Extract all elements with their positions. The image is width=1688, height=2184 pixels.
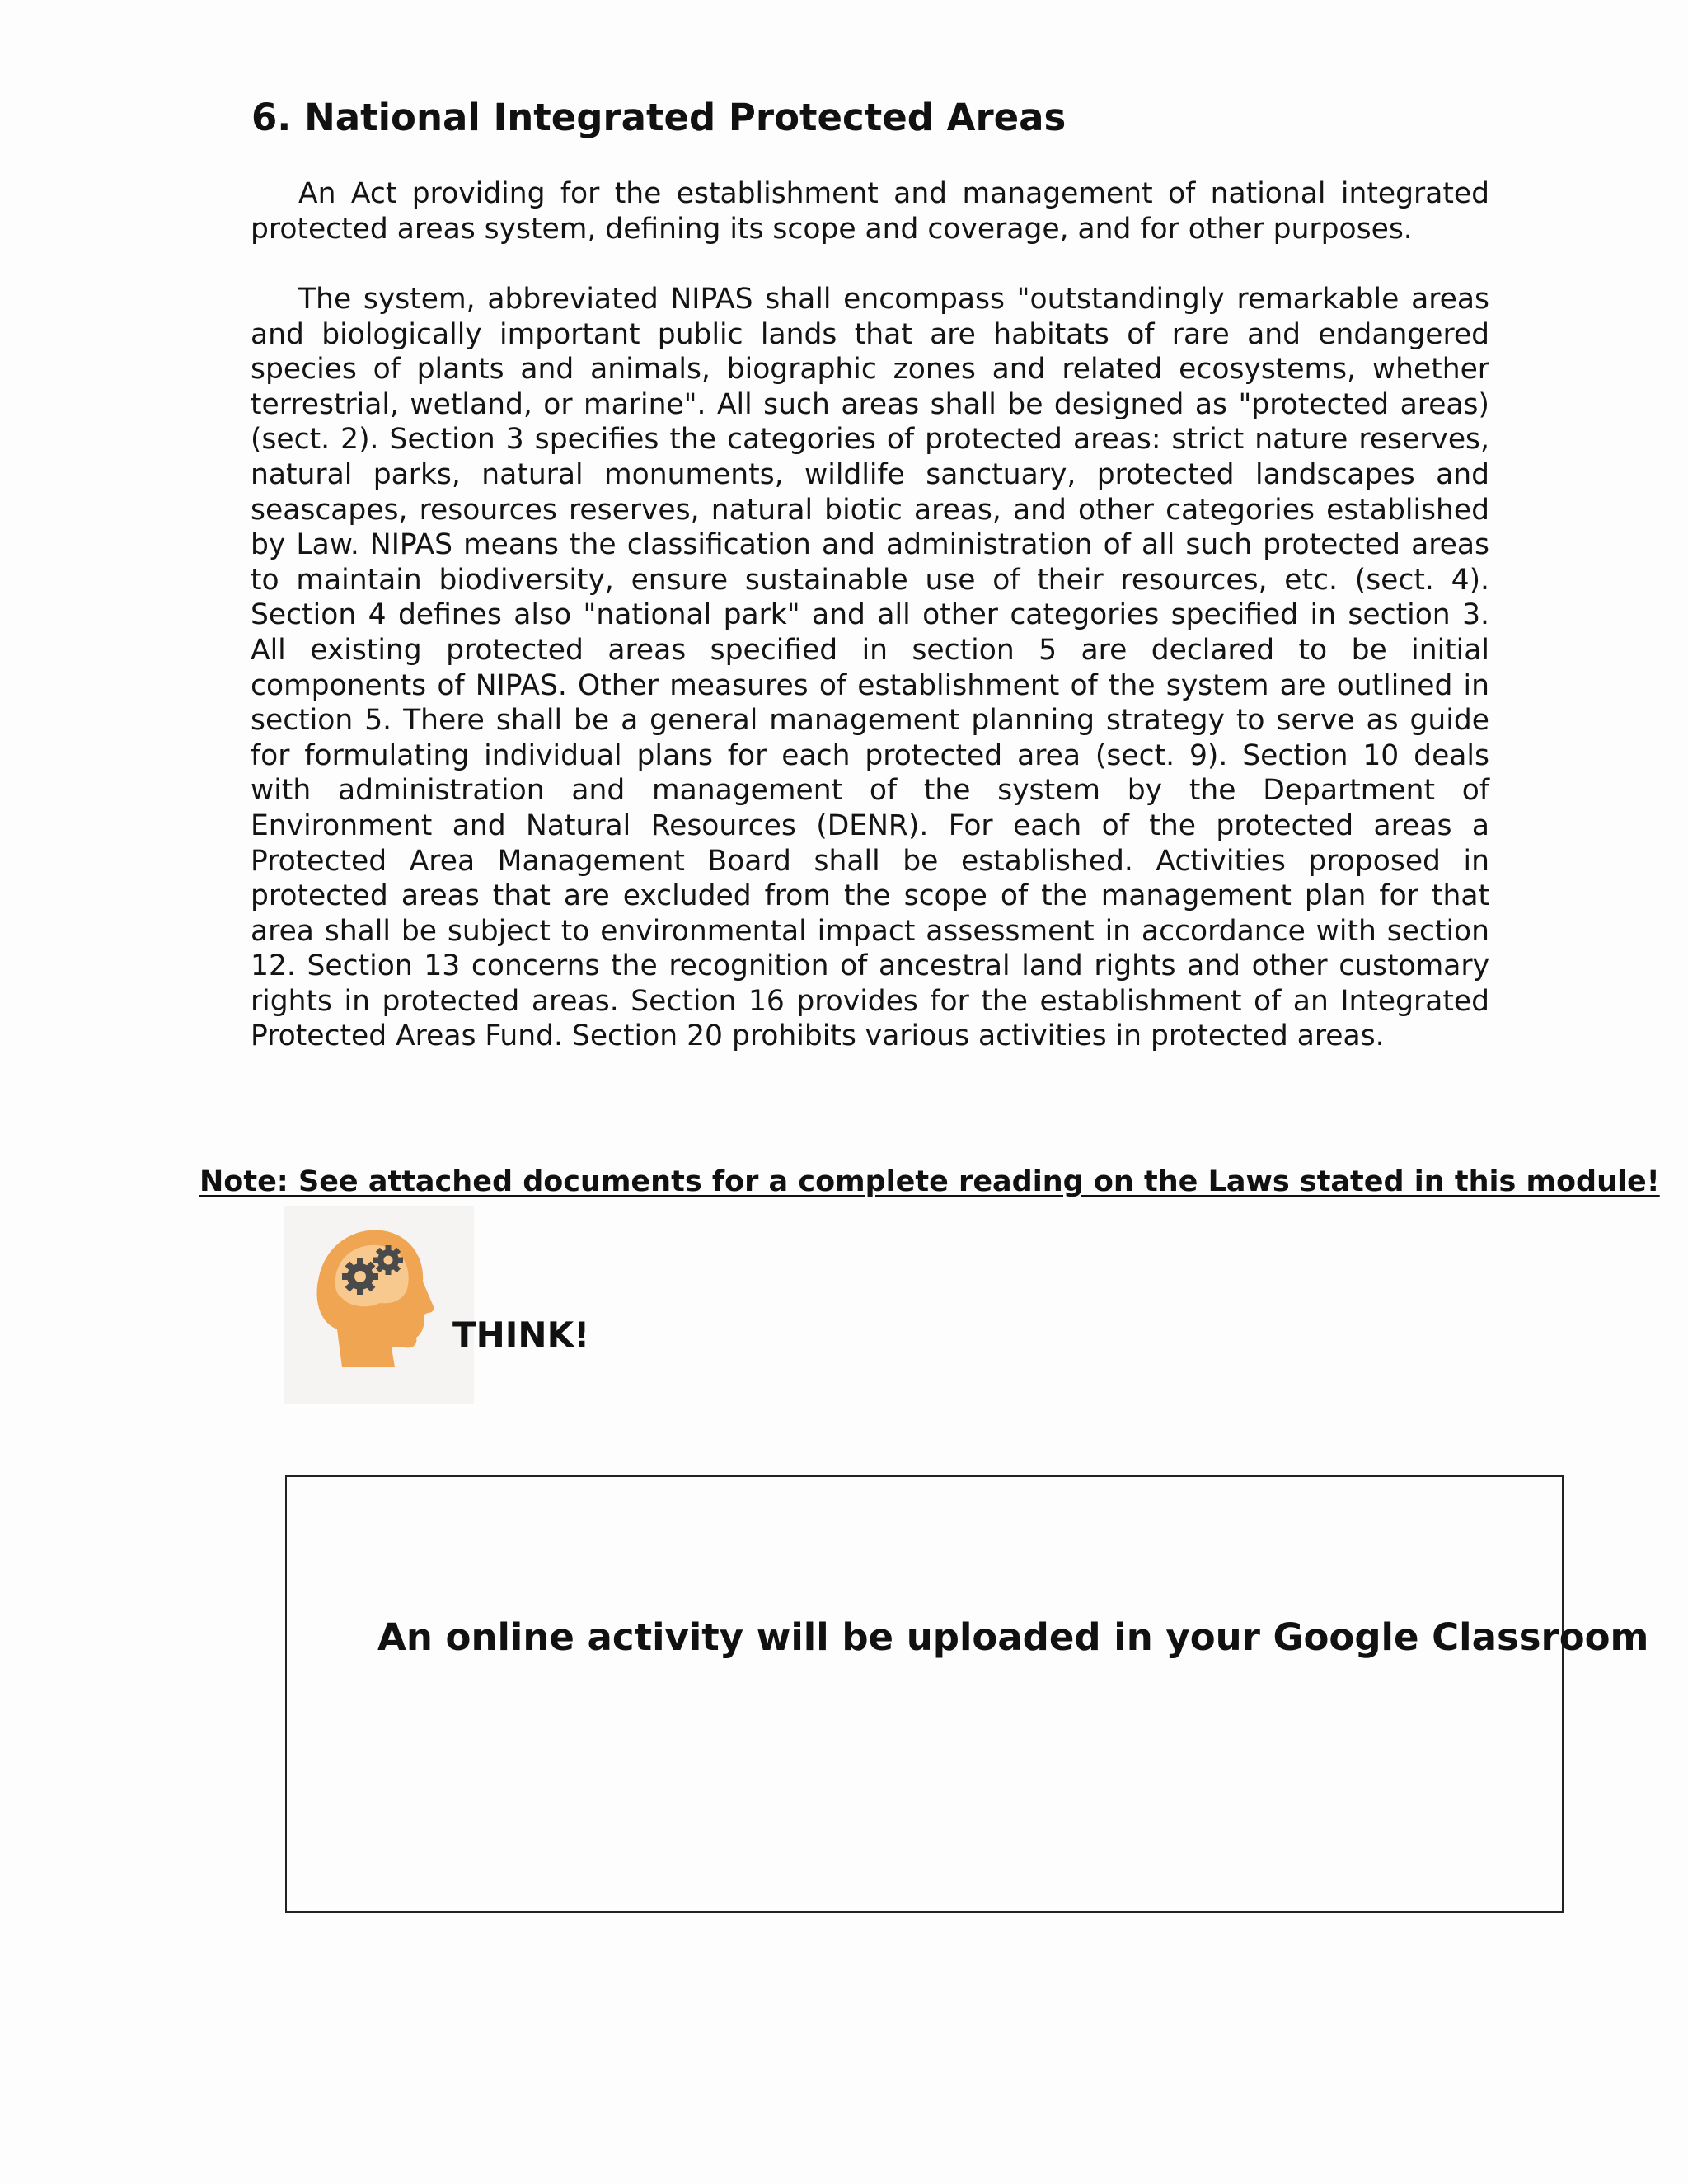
think-label: THINK! bbox=[452, 1315, 590, 1355]
activity-box bbox=[285, 1475, 1649, 1913]
section-paragraph: The system, abbreviated NIPAS shall encompass "outstandingly remarkable areas and biologically important public lands that are habitats of rare and endangered species of plants and animals, biographic zones and related ecosystems, whether terrestrial, wetland, or marine". All such areas shall be designed as "protected areas) (sect. 2). Section 3 specifies the categories of protected areas: strict nature reserves, natural parks, natural monuments, wildlife sanctuary, protected landscapes and seascapes, resources reserves, natural biotic areas, and other categories established by Law. NIPAS means the classification and administration of all such protected areas to maintain biodiversity, ensure sustainable use of their resources, etc. (sect. 4). Section 4 defines also "national park" and all other categories specified in section 3. All existing protected areas specified in section 5 are declared to be initial components of NIPAS. Other measures of establishment of the system are outlined in section 5. There shall be a general management planning strategy to serve as guide for formulating individual plans for each protected area (sect. 9). Section 10 deals with administration and management of the system by the Department of Environment and Natural Resources (DENR). For each of the protected areas a Protected Area Management Board shall be established. Activities proposed in protected areas that are excluded from the scope of the management plan for that area shall be subject to environmental impact assessment in accordance with section 12. Section 13 concerns the recognition of ancestral land rights and other customary rights in protected areas. Section 16 provides for the establishment of an Integrated Protected Areas Fund. Section 20 prohibits various activities in protected areas. bbox=[251, 283, 1489, 1053]
head-with-gears-icon bbox=[284, 1206, 474, 1404]
note-text: Note: See attached documents for a complete reading on the Laws stated in this module! bbox=[199, 1165, 1660, 1198]
section-title: 6. National Integrated Protected Areas bbox=[251, 96, 1067, 139]
section-paragraph: An Act providing for the establishment and management of national integrated protected areas system, defining its scope and coverage, and for other purposes. bbox=[251, 177, 1489, 246]
activity-message: An online activity will be uploaded in your Google Classroom bbox=[377, 1615, 1649, 1659]
think-section bbox=[284, 1206, 614, 1404]
